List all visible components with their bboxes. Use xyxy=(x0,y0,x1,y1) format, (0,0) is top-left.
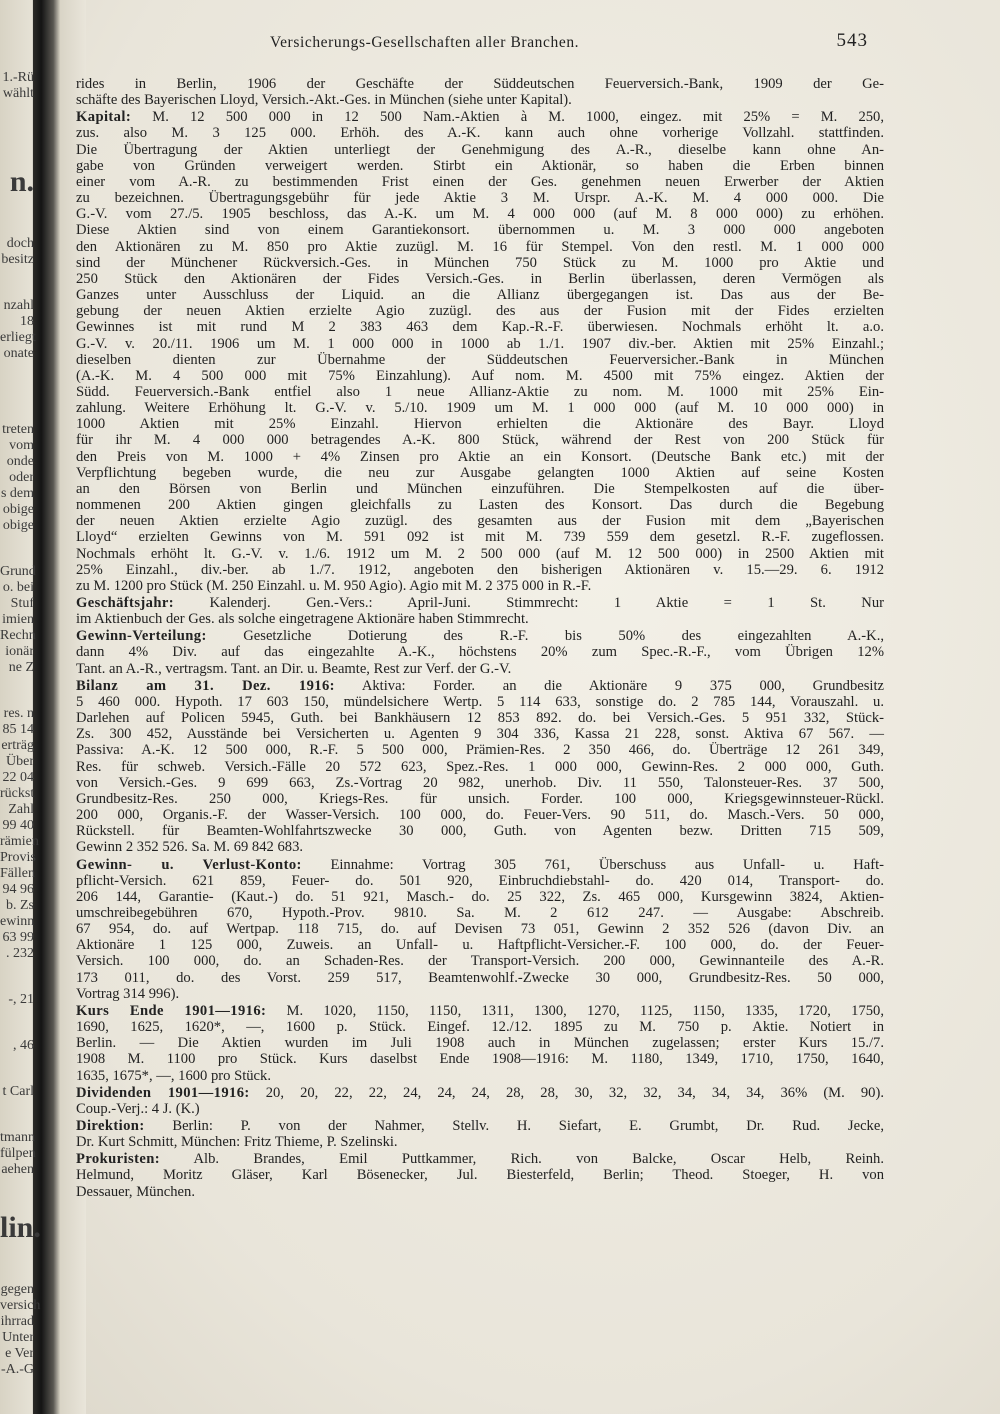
edge-fragment: 85 14 xyxy=(2,722,34,737)
text-line xyxy=(76,611,884,627)
text-line xyxy=(76,255,884,271)
edge-fragment xyxy=(0,962,34,992)
line-text: Aktionäre 1 125 000, Zuweis. an Unfall- u. Haftpflicht-Versicher.-F. 100 000, do. der Feuer- xyxy=(76,937,884,954)
line-text: Lloyd“ erzielten Gewinns von M. 591 092 ist mit M. 739 559 dem gesetzl. R.-F. zugeflossen. xyxy=(76,529,884,546)
edge-fragment: treten xyxy=(2,422,34,437)
edge-fragment: rämien xyxy=(0,834,39,849)
line-text: 25% Einzahl., div.-ber. ab 1./7. 1912, angeboten den bisherigen Aktionären v. 15.—29. 6. 1912 xyxy=(76,561,884,578)
line-text: dieselben dienten zur Übernahme der Süddeutschen Feuerversicher.-Bank in München xyxy=(76,351,884,368)
text-line xyxy=(76,775,884,791)
text-line xyxy=(76,368,884,384)
text-line xyxy=(76,1019,884,1035)
text-line xyxy=(76,873,884,889)
line-text: 20, 20, 22, 22, 24, 24, 24, 28, 28, 30, 32, 32, 34, 34, 34, 36% (M. 90). xyxy=(265,1084,884,1101)
line-text: 1635, 1675*, —, 1600 pro Stück. xyxy=(76,1067,271,1084)
edge-fragment: Über xyxy=(6,754,34,769)
text-line xyxy=(76,1085,884,1101)
text-line xyxy=(76,889,884,905)
text-line xyxy=(76,1035,884,1051)
line-text: 173 011, do. des Vorst. 259 517, Beamtenwohlf.-Zwecke 30 000, Grundbesitz-Res. 50 000, xyxy=(76,969,884,986)
edge-fragment xyxy=(0,132,34,162)
edge-fragment: 18 xyxy=(20,314,34,329)
line-text: gebung der neuen Aktien erzielte Agio zuzügl. des aus der Fusion mit der Fides erzielten xyxy=(76,303,884,320)
edge-fragment xyxy=(0,1252,34,1282)
edge-fragment: t Carl xyxy=(2,1084,34,1099)
edge-fragment: e Ver xyxy=(5,1346,34,1361)
edge-fragment: aehen xyxy=(1,1162,34,1177)
edge-fragment: 63 99 xyxy=(2,930,34,945)
line-text: Kalenderj. Gen.-Vers.: April-Juni. Stimmrecht: 1 Aktie = 1 St. Nur xyxy=(209,595,885,611)
line-text: M. 12 500 000 in 12 500 Nam.-Aktien à M. 1000, eingez. mit 25% = M. 250, xyxy=(152,109,884,126)
edge-fragment: tmann xyxy=(0,1130,35,1145)
edge-fragment: ihrrad xyxy=(0,1314,34,1329)
edge-fragment: gegen xyxy=(0,1282,34,1297)
binding-edge xyxy=(0,0,86,1414)
paragraph-prokuristen xyxy=(76,1151,884,1199)
line-text: Zs. 300 452, Ausstände bei Versicherten u. Agenten 9 304 336, Kassa 21 228, sonst. Aktiva 67 567. — xyxy=(76,726,884,743)
text-line xyxy=(76,222,884,238)
text-line xyxy=(76,791,884,807)
line-text: Tant. an A.-R., vertragsm. Tant. an Dir. u. Beamte, Rest zur Verf. der G.-V. xyxy=(76,660,512,677)
line-text: zu M. 1200 pro Stück (M. 250 Einzahl. u. M. 950 Agio). Agio mit M. 2 375 000 in R.-F. xyxy=(76,577,592,594)
text-line xyxy=(76,1003,884,1019)
text-line xyxy=(76,497,884,513)
line-text: Rückstell. für Beamten-Wohlfahrtszwecke 30 000, Guth. von Agenten bezw. Dritten 715 509, xyxy=(76,823,884,840)
line-text: Die Übertragung der Aktien unterliegt der Genehmigung des A.-R., dieselbe kann ohne An- xyxy=(76,141,884,158)
text-line xyxy=(76,905,884,921)
text-line xyxy=(76,759,884,775)
text-line xyxy=(76,352,884,368)
text-line xyxy=(76,857,884,873)
paragraph-direktion xyxy=(76,1118,884,1150)
line-text: schäfte des Bayerischen Lloyd, Versich.-Akt.-Ges. in München (siehe unter Kapital). xyxy=(76,92,572,109)
text-line xyxy=(76,125,884,141)
section-heading: Bilanz am 31. Dez. 1916: xyxy=(76,677,335,694)
edge-fragment: Zahl xyxy=(8,802,34,817)
edge-fragment xyxy=(0,1054,34,1084)
line-text: den Preis von M. 1000 + 4% Zinsen pro Aktie an ein Konsort. (Deutsche Bank etc.) mit der xyxy=(76,448,884,465)
paragraph-gewinnverteilung xyxy=(76,628,884,676)
text-line xyxy=(76,206,884,222)
edge-fragment: , 46 xyxy=(13,1038,34,1053)
text-line xyxy=(76,694,884,710)
edge-fragment: ne Z xyxy=(8,660,34,675)
line-text: 67 954, do. auf Wertpap. 118 715, do. auf Devisen 73 051, Gewinn 2 352 526 (davon Div. an xyxy=(76,921,884,938)
edge-fragment: rückst xyxy=(0,786,35,801)
text-line xyxy=(76,319,884,335)
previous-page-fragments xyxy=(0,70,41,1390)
line-text: im Aktienbuch der Ges. als solche eingetragene Aktionäre haben Stimmrecht. xyxy=(76,611,529,628)
page-number: 543 xyxy=(836,30,868,51)
edge-fragment: Stuf xyxy=(10,596,34,611)
line-text: nommenen 200 Aktien gingen gleichfalls zu Lasten des Konsort. Das durch die Begebung xyxy=(76,497,884,514)
text-line xyxy=(76,970,884,986)
edge-fragment: res. n xyxy=(3,706,34,721)
text-line xyxy=(76,513,884,529)
text-line xyxy=(76,1167,884,1183)
edge-fragment: 22 04 xyxy=(2,770,34,785)
line-text: zahlung. Weitere Erhöhung lt. G.-V. v. 5./10. 1909 um M. 1 000 000 (auf M. 10 000 000) in xyxy=(76,400,884,417)
line-text: Darlehen auf Policen 5945, Guth. bei Bankhäusern 12 853 892. do. bei Versich.-Ges. 5 951 332, Stück- xyxy=(76,710,884,727)
edge-fragment: fülpen xyxy=(0,1146,36,1161)
text-line xyxy=(76,644,884,660)
line-text: 200 000, Organis.-F. der Wasser-Versich. 100 000, do. Feuer-Vers. 90 511, do. Masch.-Vers. 50 000, xyxy=(76,807,884,824)
text-line xyxy=(76,1134,884,1150)
text-line xyxy=(76,271,884,287)
paragraph-dividenden xyxy=(76,1085,884,1117)
edge-fragment: oder xyxy=(9,470,34,485)
paragraph-bilanz xyxy=(76,678,884,856)
text-line xyxy=(76,986,884,1002)
text-line xyxy=(76,1184,884,1200)
edge-fragment xyxy=(0,102,34,132)
line-text: Aktiva: Forder. an die Aktionäre 9 375 000, Grundbesitz xyxy=(361,677,884,694)
text-line xyxy=(76,546,884,562)
text-line xyxy=(76,742,884,758)
edge-fragment: ionär xyxy=(5,644,34,659)
line-text: M. 1020, 1150, 1150, 1311, 1300, 1270, 1125, 1150, 1335, 1720, 1750, xyxy=(286,1002,884,1019)
text-line xyxy=(76,481,884,497)
edge-fragment: obige xyxy=(2,502,34,517)
text-line xyxy=(76,384,884,400)
text-line xyxy=(76,190,884,206)
text-line xyxy=(76,937,884,953)
edge-fragment: Grund xyxy=(0,564,36,579)
text-line xyxy=(76,432,884,448)
edge-fragment: wählt xyxy=(2,86,34,101)
section-heading: Prokuristen: xyxy=(76,1151,160,1168)
section-heading: Geschäftsjahr: xyxy=(76,595,175,611)
line-text: von Versich.-Ges. 9 699 663, Zs.-Vortrag 20 982, unerhob. Div. 11 550, Talonsteuer-Res. 37 500, xyxy=(76,774,884,791)
edge-fragment: Rechn xyxy=(0,628,36,643)
line-text: sind der Münchener Rückversich.-Ges. in München 750 Stück zu M. 1000 pro Aktie und xyxy=(76,254,884,271)
line-text: gabe von Gründen verweigert werden. Stirbt ein Aktionär, so haben die Erben binnen xyxy=(76,157,884,174)
paragraph-kurs xyxy=(76,1003,884,1084)
line-text: 206 144, Garantie- (Kaut.-) do. 51 921, Masch.- do. 25 322, Zs. 465 000, Kursgewinn 3824, Aktien- xyxy=(76,888,884,905)
text-line xyxy=(76,1051,884,1067)
text-line xyxy=(76,710,884,726)
line-text: 1908 M. 1100 pro Stück. Kurs daselbst Ende 1908—1916: M. 1180, 1349, 1710, 1750, 1640, xyxy=(76,1051,884,1068)
edge-fragment: n. xyxy=(9,165,34,198)
text-line xyxy=(76,823,884,839)
line-text: rides in Berlin, 1906 der Geschäfte der Süddeutschen Feuerversich.-Bank, 1909 der Ge- xyxy=(76,76,884,92)
text-line xyxy=(76,76,884,92)
main-text xyxy=(76,76,884,1200)
edge-fragment: ewinn xyxy=(0,914,35,929)
edge-fragment: s dem xyxy=(0,486,34,501)
edge-fragment: doch xyxy=(6,236,34,251)
edge-fragment: 99 40 xyxy=(2,818,34,833)
edge-fragment: vom xyxy=(9,438,34,453)
paragraph-intro xyxy=(76,76,884,108)
text-line xyxy=(76,578,884,594)
text-line xyxy=(76,529,884,545)
edge-fragment xyxy=(0,206,34,236)
line-text: zus. also M. 3 125 000. Erhöh. des A.-K. kann auch ohne vorherige Vollzahl. stattfinden. xyxy=(76,125,884,142)
text-line xyxy=(76,158,884,174)
line-text: Versich. 100 000, do. an Schaden-Res. der Transport-Versich. 200 000, Gewinnanteile des A.-R. xyxy=(76,953,884,970)
line-text: Grundbesitz-Res. 250 000, Kriegs-Res. für unsich. Forder. 100 000, Kriegsgewinnsteuer-Rückl. xyxy=(76,790,884,807)
edge-fragment: versich xyxy=(0,1298,41,1313)
line-text: Nochmals erhöht lt. G.-V. v. 1./6. 1912 um M. 2 500 000 (auf M. 12 500 000) in 2500 Aktien mit xyxy=(76,545,884,562)
line-text: Gewinnes ist mit rund M 2 383 463 dem Kap.-R.-F. überwiesen. Nochmals erhöht lt. a.o. xyxy=(76,319,884,336)
line-text: 5 460 000. Hypoth. 17 603 150, mündelsichere Wertp. 5 114 633, sonstige do. 2 785 144, Vorauszahl. u. xyxy=(76,693,884,710)
edge-fragment: obige xyxy=(2,518,34,533)
text-line xyxy=(76,1101,884,1117)
line-text: (A.-K. M. 4 500 000 mit 75% Einzahlung). Auf nom. M. 4500 mit 75% eingez. Aktien der xyxy=(76,367,884,384)
section-heading: Kapital: xyxy=(76,109,132,126)
section-heading: Kurs Ende 1901—1916: xyxy=(76,1002,267,1019)
text-line xyxy=(76,142,884,158)
edge-fragment xyxy=(0,534,34,564)
line-text: Verpflichtung begeben wurde, die neu zur Ausgabe gelangten 1000 Aktien auf seine Kosten xyxy=(76,464,884,481)
text-line xyxy=(76,678,884,694)
line-text: Gesetzliche Dotierung des R.-F. bis 50% des eingezahlten A.-K., xyxy=(243,628,884,645)
text-line xyxy=(76,174,884,190)
text-line xyxy=(76,303,884,319)
edge-fragment xyxy=(0,362,34,392)
line-text: Berlin. — Die Aktien wurden im Juli 1908 auch in München zugelassen; erster Kurs 15./7. xyxy=(76,1035,884,1052)
running-header xyxy=(270,30,890,58)
edge-fragment: b. Zs xyxy=(6,898,34,913)
text-line xyxy=(76,726,884,742)
text-line xyxy=(76,336,884,352)
edge-fragment xyxy=(0,1178,34,1208)
line-text: G.-V. vom 27./5. 1905 beschloss, das A.-K. um M. 4 000 000 (auf M. 8 000 000) zu erhöhen. xyxy=(76,206,884,223)
text-line xyxy=(76,839,884,855)
section-heading: Direktion: xyxy=(76,1118,145,1134)
edge-fragment: erträg xyxy=(1,738,34,753)
line-text: den Aktionären zu M. 850 pro Aktie zuzügl. M. 16 für Stempel. Von den restl. M. 1 000 000 xyxy=(76,238,884,255)
text-line xyxy=(76,239,884,255)
line-text: für ihr M. 4 000 000 betragendes A.-K. 800 Stück, während der Rest von 200 Stück für xyxy=(76,432,884,449)
text-line xyxy=(76,921,884,937)
line-text: Diese Aktien sind von einem Garantiekonsort. übernommen u. M. 3 000 000 angeboten xyxy=(76,222,884,239)
line-text: Berlin: P. von der Nahmer, Stellv. H. Siefart, E. Grumbt, Dr. Rud. Jecke, xyxy=(172,1118,884,1134)
edge-fragment: onate xyxy=(3,346,34,361)
edge-fragment: o. bei xyxy=(2,580,34,595)
line-text: Einnahme: Vortrag 305 761, Überschuss aus Unfall- u. Haft- xyxy=(330,856,884,873)
edge-fragment xyxy=(0,392,34,422)
edge-fragment: lin. xyxy=(0,1211,41,1244)
edge-fragment xyxy=(0,1008,34,1038)
edge-fragment: onde xyxy=(6,454,34,469)
line-text: einer vom A.-R. zu bestimmenden Frist einen der Ges. genehmen neuen Erwerber der Aktien xyxy=(76,173,884,190)
line-text: umschreibegebühren 670, Hypoth.-Prov. 9810. Sa. M. 2 612 247. — Ausgabe: Abschreib. xyxy=(76,904,884,921)
edge-fragment: imien xyxy=(2,612,34,627)
edge-fragment: besitz xyxy=(1,252,34,267)
edge-fragment: . 232 xyxy=(6,946,34,961)
edge-fragment xyxy=(0,1100,34,1130)
edge-fragment: 1.-Rü xyxy=(2,70,34,85)
edge-fragment xyxy=(0,676,34,706)
text-line xyxy=(76,400,884,416)
line-text: Südd. Feuerversich.-Bank entfiel also 1 neue Allianz-Aktie zu nom. M. 1000 mit 25% Ein- xyxy=(76,383,884,400)
text-line xyxy=(76,416,884,432)
line-text: 1690, 1625, 1620*, —, 1600 p. Stück. Eingef. 12./12. 1895 zu M. 750 p. Aktie. Notiert in xyxy=(76,1019,884,1036)
edge-fragment: nzahl xyxy=(3,298,34,313)
edge-fragment: erliegt xyxy=(0,330,36,345)
line-text: Dessauer, München. xyxy=(76,1183,195,1200)
header-title: Versicherungs-Gesellschaften aller Branchen. xyxy=(270,34,580,51)
section-heading: Dividenden 1901—1916: xyxy=(76,1084,250,1101)
section-heading: Gewinn-Verteilung: xyxy=(76,628,207,645)
edge-fragment: -A.-G xyxy=(0,1362,34,1377)
text-line xyxy=(76,661,884,677)
line-text: Alb. Brandes, Emil Puttkammer, Rich. von Balcke, Oscar Helb, Reinh. xyxy=(193,1151,884,1168)
edge-fragment: Fällen xyxy=(0,866,35,881)
paragraph-guv xyxy=(76,857,884,1002)
line-text: Gewinn 2 352 526. Sa. M. 69 842 683. xyxy=(76,839,304,856)
text-line xyxy=(76,953,884,969)
edge-fragment: -, 21 xyxy=(8,992,34,1007)
line-text: 250 Stück den Aktionären der Fides Versich.-Ges. in Berlin überlassen, deren Vermögen als xyxy=(76,270,884,287)
text-line xyxy=(76,92,884,108)
text-line xyxy=(76,465,884,481)
line-text: Vortrag 314 996). xyxy=(76,985,180,1002)
text-line xyxy=(76,595,884,611)
line-text: Helmund, Moritz Gläser, Karl Bösenecker, Jul. Biesterfeld, Berlin; Theod. Stoeger, H. von xyxy=(76,1167,884,1184)
text-line xyxy=(76,449,884,465)
line-text: zu bezeichnen. Übertragungsgebühr für jede Aktie 3 M. Urspr. A.-K. M. 4 000 000. Die xyxy=(76,190,884,207)
paragraph-geschaeftsjahr xyxy=(76,595,884,627)
text-line xyxy=(76,109,884,125)
edge-fragment: Unter xyxy=(2,1330,34,1345)
line-text: pflicht-Versich. 621 859, Feuer- do. 501 920, Einbruchdiebstahl- do. 420 014, Transport- do. xyxy=(76,872,884,889)
line-text: an den Börsen von Berlin und München einzuführen. Die Stempelkosten auf die über- xyxy=(76,480,884,497)
line-text: dann 4% Div. auf das eingezahlte A.-K., höchstens 20% zum Spec.-R.-F., vom Übrigen 12% xyxy=(76,644,884,661)
edge-fragment: Provis xyxy=(0,850,36,865)
edge-fragment: 94 96 xyxy=(2,882,34,897)
text-line xyxy=(76,1068,884,1084)
paragraph-kapital xyxy=(76,109,884,594)
line-text: Ganzes unter Ausschluss der Liquid. an die Allianz übergegangen ist. Das aus der Be- xyxy=(76,287,884,304)
text-line xyxy=(76,1118,884,1134)
text-line xyxy=(76,287,884,303)
text-line xyxy=(76,1151,884,1167)
line-text: Passiva: A.-K. 12 500 000, R.-F. 5 500 000, Prämien-Res. 2 350 466, do. Überträge 12 261 349, xyxy=(76,742,884,759)
line-text: 1000 Aktien mit 25% Einzahl. Hiervon erhielten die Aktionäre des Bayr. Lloyd xyxy=(76,416,884,433)
line-text: Coup.-Verj.: 4 J. (K.) xyxy=(76,1100,200,1117)
line-text: Dr. Kurt Schmitt, München: Fritz Thieme, P. Szelinski. xyxy=(76,1134,398,1151)
line-text: der neuen Aktien erzielte Agio zuzügl. des gesamten aus der Fusion mit dem „Bayerischen xyxy=(76,513,884,530)
text-line xyxy=(76,562,884,578)
line-text: G.-V. v. 20./11. 1906 um M. 1 000 000 in 1000 ab 1./1. 1907 div.-ber. Aktien mit 25% Einzahl.; xyxy=(76,335,884,352)
text-line xyxy=(76,628,884,644)
edge-fragment xyxy=(0,268,34,298)
text-line xyxy=(76,807,884,823)
line-text: Res. für schweb. Versich.-Fälle 20 572 623, Spez.-Res. 1 000 000, Gewinn-Res. 2 000 000, Guth. xyxy=(76,758,884,775)
section-heading: Gewinn- u. Verlust-Konto: xyxy=(76,856,302,873)
